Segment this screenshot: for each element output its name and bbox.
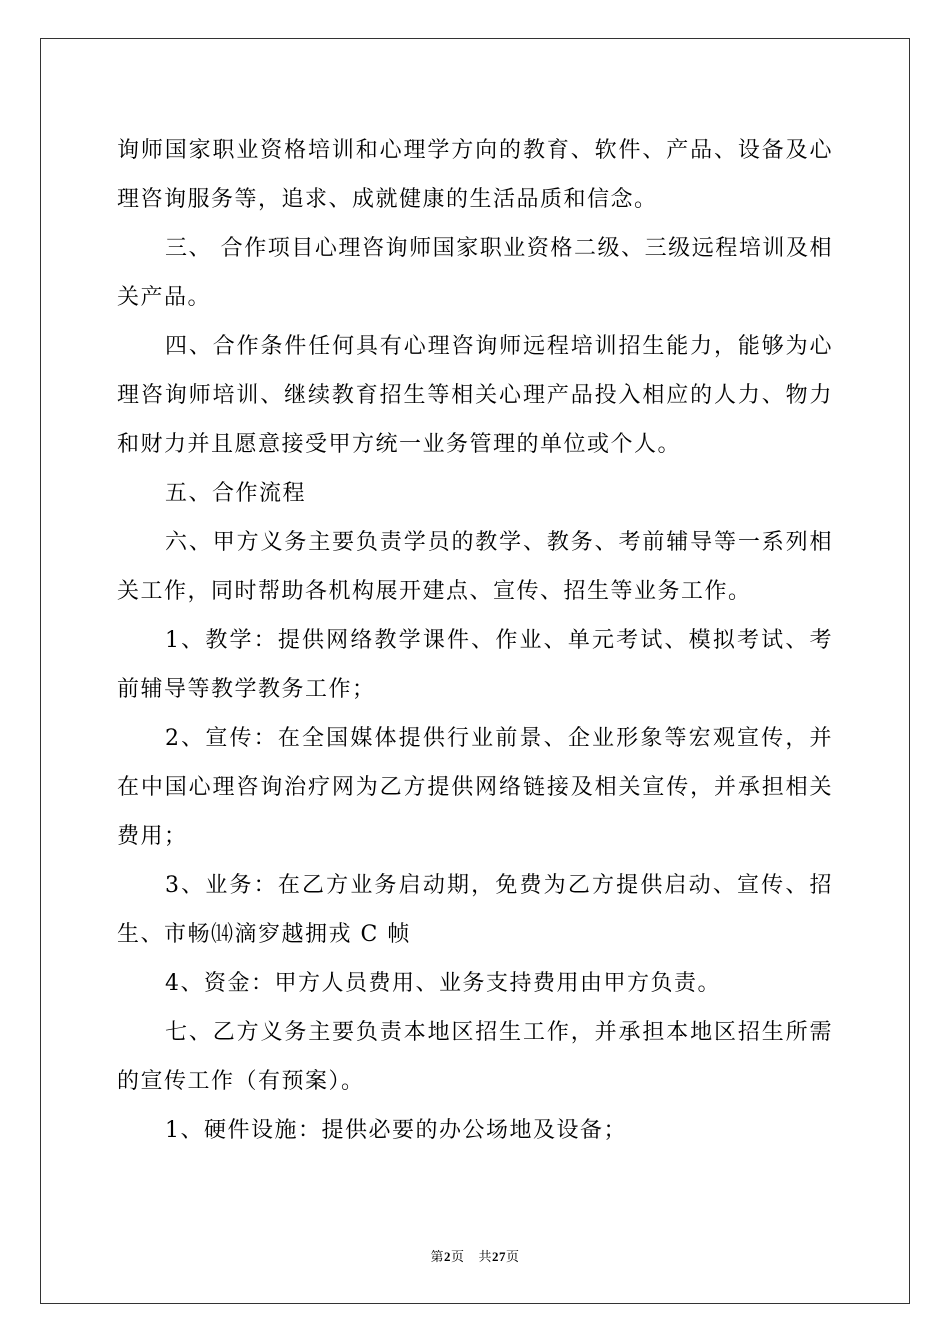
footer-prefix: 第 — [430, 1250, 444, 1265]
paragraph-11: 1、硬件设施：提供必要的办公场地及设备； — [165, 1118, 627, 1143]
paragraph-10: 七、乙方义务主要负责本地区招生工作，并承担本地区招生所需的宣传工作（有预案）。 — [117, 1020, 833, 1094]
paragraph-9: 4、资金：甲方人员费用、业务支持费用由甲方负责。 — [165, 971, 721, 996]
footer-current-page: 2 — [443, 1249, 451, 1264]
paragraph-8: 3、业务：在乙方业务启动期，免费为乙方提供启动、宣传、招生、市畅⒁滴穸越拥戎 C 帧 — [117, 873, 833, 947]
paragraph-2: 三、 合作项目心理咨询师国家职业资格二级、三级远程培训及相关产品。 — [117, 236, 833, 310]
paragraph-3: 四、合作条件任何具有心理咨询师远程培训招生能力，能够为心理咨询师培训、继续教育招生等相关心理产品投入相应的人力、物力和财力并且愿意接受甲方统一业务管理的单位或个人。 — [117, 334, 833, 457]
paragraph-6: 1、教学：提供网络教学课件、作业、单元考试、模拟考试、考前辅导等教学教务工作； — [117, 628, 833, 702]
paragraph-4: 五、合作流程 — [165, 481, 307, 506]
document-body — [117, 126, 833, 1155]
paragraph-5: 六、甲方义务主要负责学员的教学、教务、考前辅导等一系列相关工作，同时帮助各机构展开建点、宣传、招生等业务工作。 — [117, 530, 833, 604]
footer-total-prefix: 共 — [478, 1250, 493, 1265]
footer-page-unit: 页 — [450, 1250, 465, 1265]
page-footer — [0, 1246, 950, 1265]
footer-total-pages: 27 — [492, 1249, 507, 1264]
footer-total-unit: 页 — [506, 1250, 520, 1265]
paragraph-1: 询师国家职业资格培训和心理学方向的教育、软件、产品、设备及心理咨询服务等，追求、成就健康的生活品质和信念。 — [117, 138, 833, 212]
paragraph-7: 2、宣传：在全国媒体提供行业前景、企业形象等宏观宣传，并在中国心理咨询治疗网为乙方提供网络链接及相关宣传，并承担相关费用； — [117, 726, 833, 849]
